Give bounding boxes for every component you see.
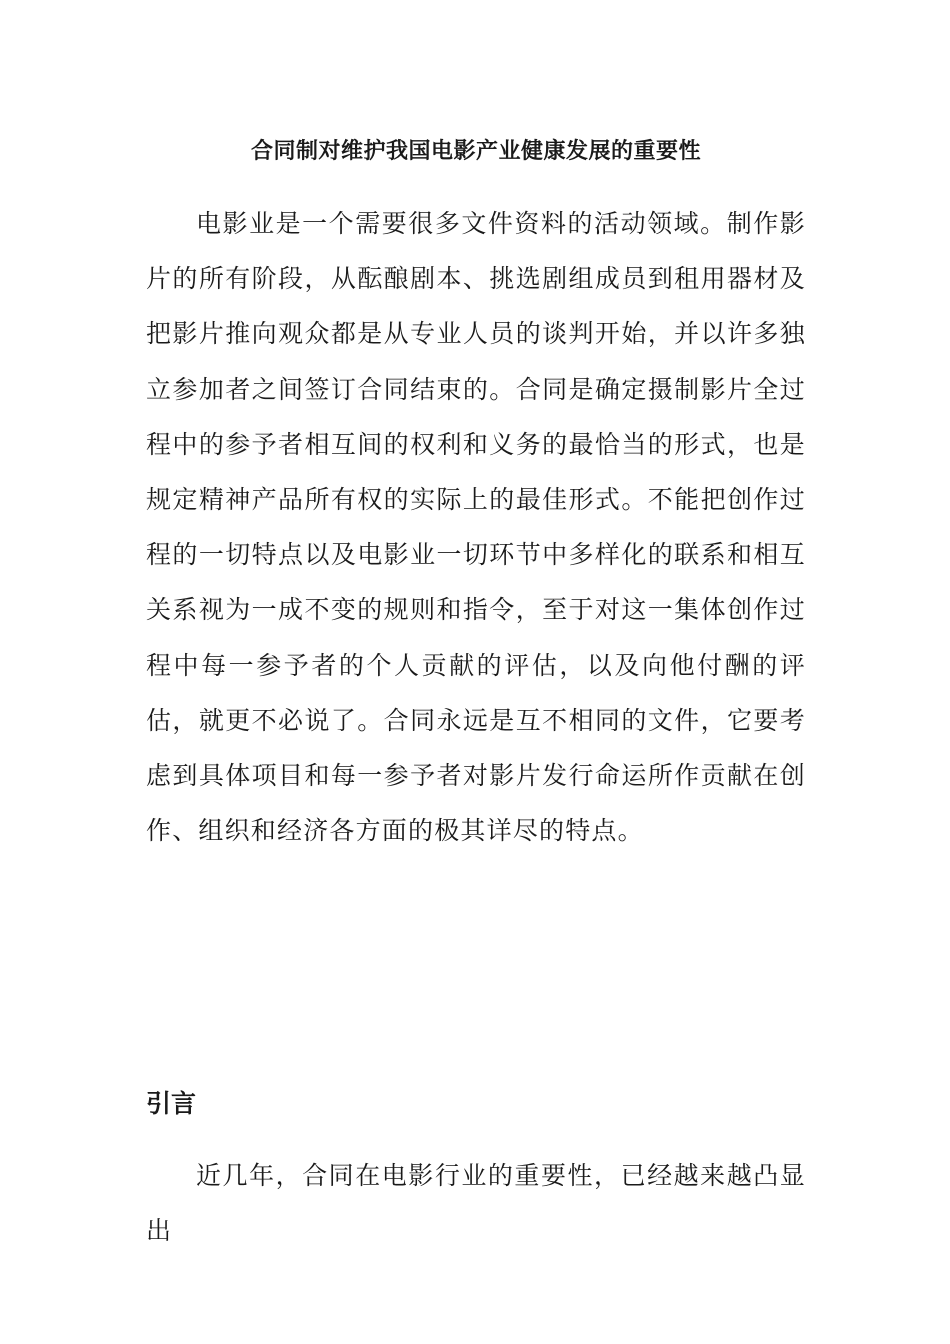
section-heading: 引言 [146, 1089, 197, 1118]
intro-paragraph: 电影业是一个需要很多文件资料的活动领域。制作影片的所有阶段，从酝酿剧本、挑选剧组成员到租用器材及把影片推向观众都是从专业人员的谈判开始，并以许多独立参加者之间签订合同结束的。合同是确定摄制影片全过程中的参予者相互间的权利和义务的最恰当的形式，也是规定精神产品所有权的实际上的最佳形式。不能把创作过程的一切特点以及电影业一切环节中多样化的联系和相互关系视为一成不变的规则和指令，至于对这一集体创作过程中每一参予者的个人贡献的评估，以及向他付酬的评估，就更不必说了。合同永远是互不相同的文件，它要考虑到具体项目和每一参予者对影片发行命运所作贡献在创作、组织和经济各方面的极其详尽的特点。 [146, 209, 806, 846]
document-title: 合同制对维护我国电影产业健康发展的重要性 [250, 139, 701, 164]
section-paragraph: 近几年，合同在电影行业的重要性，已经越来越凸显出 [146, 1161, 806, 1245]
